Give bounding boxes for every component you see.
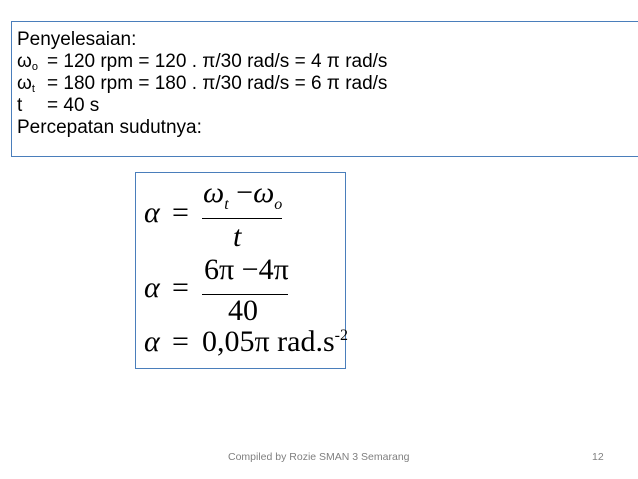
omega-final-symbol: $\omega_t$ — [17, 73, 35, 95]
time-line — [17, 95, 638, 117]
omega-initial-line — [17, 51, 638, 73]
omega-final-line — [17, 73, 638, 95]
solution-heading: Penyelesaian: — [17, 29, 137, 50]
solution-textbox — [11, 21, 638, 157]
eq1-denominator: t — [233, 220, 242, 253]
eq3-alpha: α — [144, 325, 160, 358]
solution-subheading: Percepatan sudutnya: — [17, 117, 202, 138]
eq2-denominator: 40 — [228, 294, 258, 327]
eq3-equals: = — [172, 325, 189, 358]
eq2-equals: = — [172, 271, 189, 304]
equation-box — [135, 172, 346, 369]
eq1-fraction-bar — [202, 218, 282, 219]
footer-credit: Compiled by Rozie SMAN 3 Semarang — [228, 451, 410, 463]
omega-final-text: = 180 rpm = 180 . π/30 rad/s = 6 π rad/s — [47, 73, 388, 94]
eq1-numerator: $\omega_t -\omega_o$ — [203, 176, 283, 213]
omega-initial-symbol: $\omega_o$ — [17, 51, 38, 73]
eq1-alpha: α — [144, 196, 160, 229]
time-text: = 40 s — [47, 95, 100, 116]
eq2-numerator: 6π −4π — [204, 253, 289, 286]
omega-initial-text: = 120 rpm = 120 . π/30 rad/s = 4 π rad/s — [47, 51, 388, 72]
eq1-equals: = — [172, 196, 189, 229]
eq3-result: 0,05π $rad.s^{-2}$ — [202, 325, 348, 358]
page-number: 12 — [592, 451, 604, 463]
time-symbol: t — [17, 95, 23, 116]
eq2-alpha: α — [144, 271, 160, 304]
